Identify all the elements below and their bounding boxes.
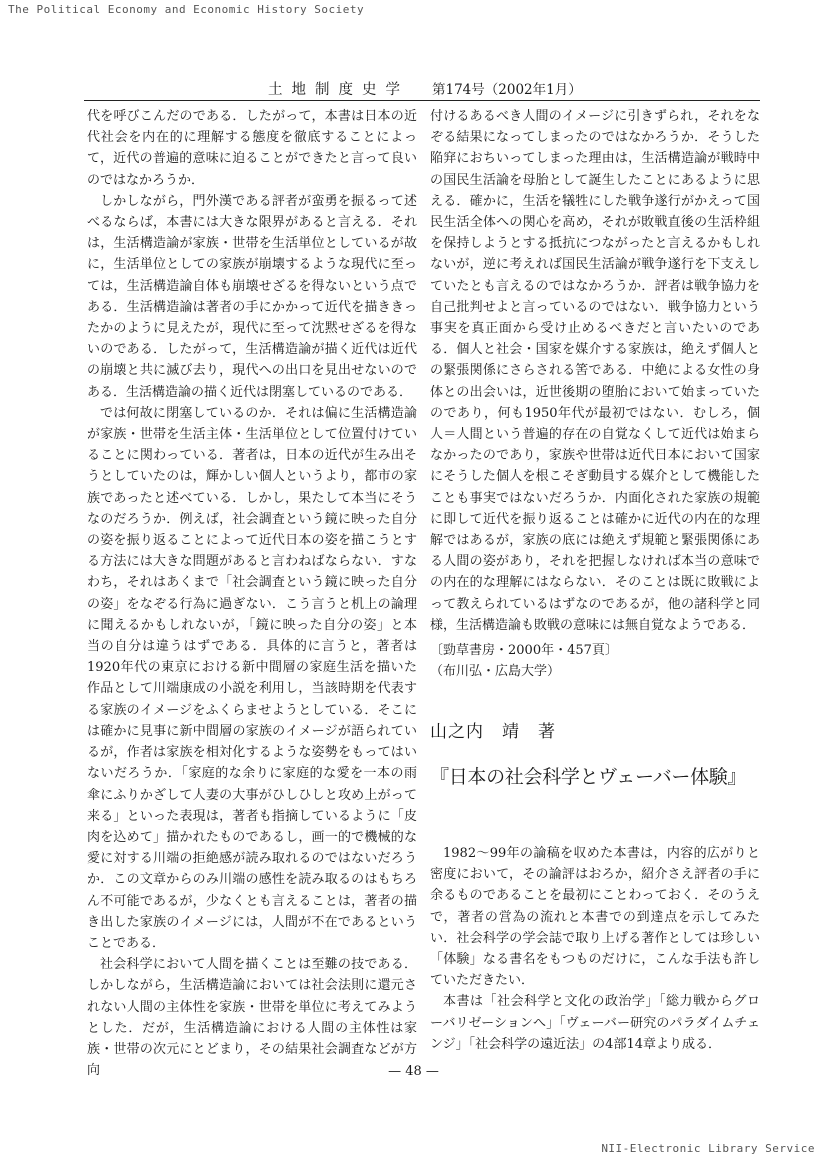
left-paragraph-3: では何故に閉塞しているのか．それは偏に生活構造論が家族・世帯を生活主体・生活単位として位置付けていることに関わっている．著者は，日本の近代が生み出そうとしていたのは，輝かしい個人というより，都市の家族であったと述べている．しかし，果たして本当にそうなのだろうか．例えば，社会調査という鏡に映った自分の姿を振り返ることによって近代日本の姿を描こうとする方法には大きな問題があると言わねばならない．すなわち，それはあくまで「社会調査という鏡に映った自分の姿」をなぞる行為に過ぎない．こう言うと机上の論理に聞えるかもしれないが，「鏡に映った自分の姿」と本当の自分は違うはずである．具体的に言うと，著者は1920年代の東京における新中間層の家庭生活を描いた作品として川端康成の小説を利用し，当該時期を代表する家族のイメージをふくらませようとしている．そこには確かに見事に新中間層の家族のイメージが語られているが，作者は家族を相対化するような姿勢をもってはいないだろうか．「家庭的な余りに家庭的な愛を一本の雨傘にふりかざして人妻の大事がひしひしと攻め上がって来る」といった表現は，著者も指摘しているように「皮肉を込めて」描かれたものであるし，画一的で機械的な愛に対する川端の拒絶感が読み取れるのではないだろうか．この文章からのみ川端の感性を読み取るのはもちろん不可能であるが，少なくとも言えることは，著者の描き出した家族のイメージには，人間が不在であるということである．: [87, 405, 417, 951]
header-rule: [84, 100, 760, 101]
next-review-author: 山之内 靖 著: [430, 722, 556, 742]
left-paragraph-1: 代を呼びこんだのである．したがって，本書は日本の近代社会を内在的に理解する態度を徹底することによって，近代の普遍的意味に迫ることができたと言って良いのではなかろうか．: [87, 109, 417, 188]
right-paragraph-1: 付けるあるべき人間のイメージに引きずられ，それをなぞる結果になってしまったのではなかろうか．そうした陥穽におちいってしまった理由は，生活構造論が戦時中の国民生活論を母胎として誕生したことにあるように思える．確かに，生活を犠牲にした戦争遂行がかえって国民生活全体への関心を高め，それが敗戦直後の生活枠組を保持しようとする抵抗につながったと言えるかもしれないが，逆に考えれば国民生活論が戦争遂行を下支えしていたとも言えるのではなかろうか．評者は戦争協力を自己批判せよと言っているのではない．戦争協力という事実を真正面から受け止めるべきだと言いたいのである．個人と社会・国家を媒介する家族は，絶えず個人との緊張関係にさらされる筈である．中絶による女性の身体との出会いは，近世後期の堕胎において始まっていたのであり，何も1950年代が最初ではない．むしろ，個人＝人間という普遍的存在の自覚なくして近代は始まらなかったのであり，家族や世帯は近代日本において国家にそうした個人を根こそぎ動員する媒介として機能したことも事実ではないだろうか．内面化された家族の規範に即して近代を振り返ることは確かに近代の内在的な理解ではあるが，家族の底には絶えず規範と緊張関係にある人間の姿があり，それを把握しなければ本当の意味での内在的な理解にはならない．そのことは既に敗戦によって教えられているはずなのであるが，他の諸科学と同様，生活構造論も敗戦の意味には無自覚なようである．: [430, 109, 760, 633]
journal-title: 土地制度史学: [268, 82, 409, 98]
next-review-paragraph-1: 1982～99年の論稿を収めた本書は，内容的広がりと密度において，その論評はおろか，紹介さえ評者の手に余るものであることを最初にことわっておく．そのうえで，著者の営為の流れと本書での到達点を示してみたい．社会科学の学会誌で取り上げる著作としては珍しい「体験」なる書名をもつものだけに，こんな手法も許していただきたい．: [430, 846, 760, 989]
left-column: [87, 106, 417, 1081]
left-paragraph-4: 社会科学において人間を描くことは至難の技である．しかしながら，生活構造論においては社会法則に還元されない人間の主体性を家族・世帯を単位に考えてみようとした．だが，生活構造論における人間の主体性は家族・世帯の次元にとどまり，その結果社会調査などが方向: [87, 957, 417, 1079]
left-paragraph-2: しかしながら，門外漢である評者が蛮勇を振るって述べるならば，本書には大きな限界があると言える．それは，生活構造論が家族・世帯を生活単位としているが故に，生活単位としての家族が崩壊するような現代に至っては，生活構造論自体も崩壊せざるを得ないという点である．生活構造論は著者の手にかかって近代を描ききったかのように見えたが，現代に至って沈黙せざるを得ないのである．したがって，生活構造論が描く近代は近代の崩壊と共に滅び去り，現代への出口を見出せないのである．生活構造論の描く近代は閉塞しているのである．: [87, 193, 417, 400]
watermark-top: The Political Economy and Economic History Society: [8, 3, 365, 16]
right-column: [430, 106, 760, 682]
next-review-body: [430, 843, 760, 1055]
reviewer-affiliation: （布川弘・広島大学）: [430, 664, 561, 680]
running-header: [0, 78, 827, 100]
next-review-paragraph-2: 本書は「社会科学と文化の政治学」「総力戦からグローバリゼーションへ」「ヴェーバー研究のパラダイムチェンジ」「社会科学の遠近法」の4部14章より成る．: [430, 994, 760, 1052]
watermark-bottom: NII-Electronic Library Service: [601, 1142, 815, 1155]
issue-number: 第174号（2002年1月）: [432, 82, 582, 98]
book-source: 〔勁草書房・2000年・457頁〕: [430, 643, 618, 659]
next-review-title: 『日本の社会科学とヴェーバー体験』: [430, 766, 747, 788]
page-number: — 48 —: [388, 1064, 439, 1079]
